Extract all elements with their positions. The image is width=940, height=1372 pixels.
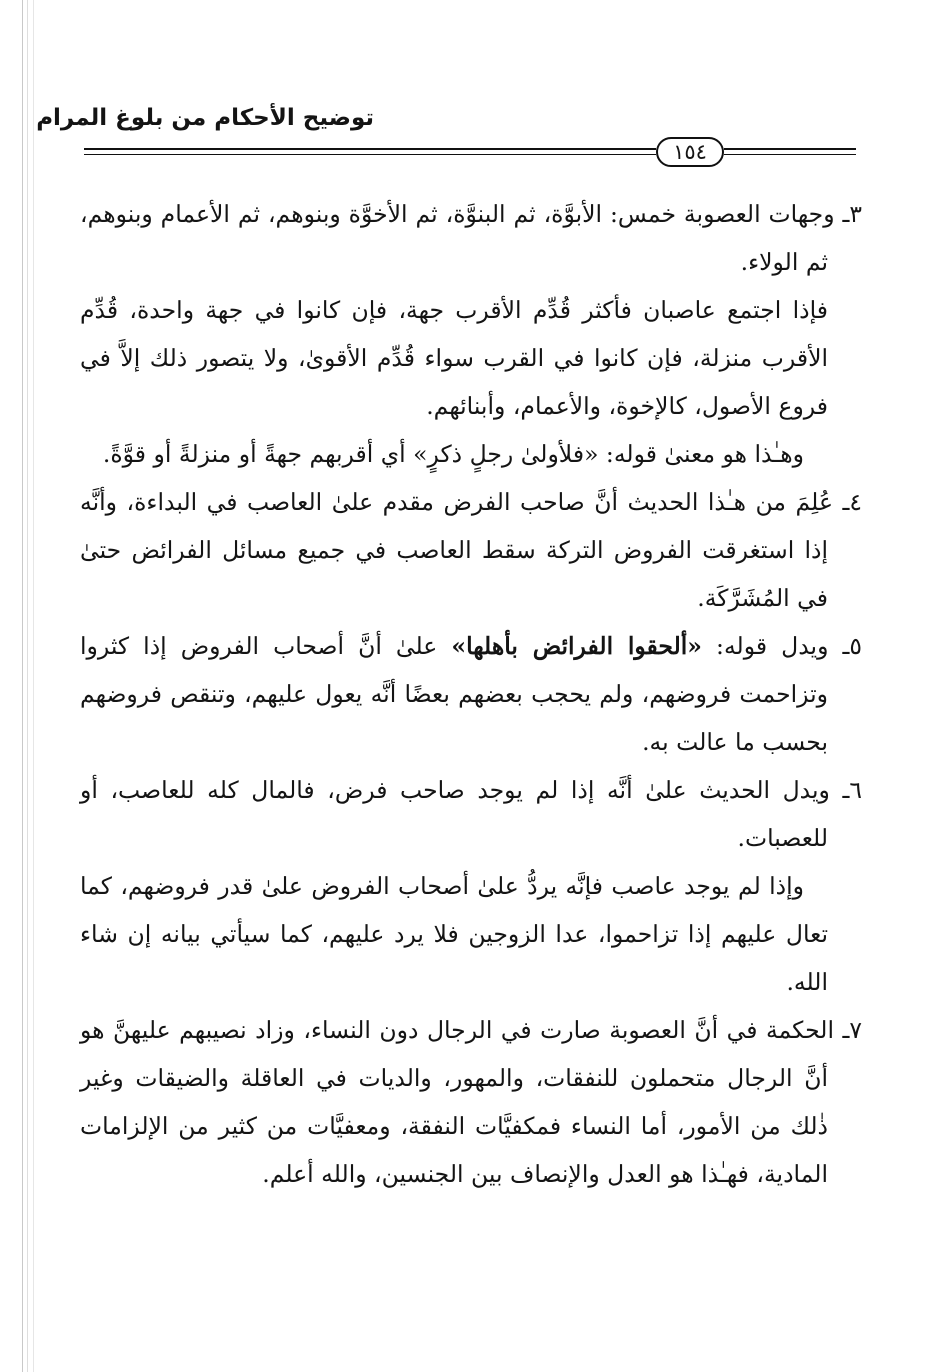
page-number: ١٥٤: [656, 137, 724, 167]
item-5-suffix: علىٰ أنَّ أصحاب الفروض إذا كثروا وتزاحمت فروضهم، ولم يحجب بعضهم بعضًا أنَّه يعول عليهم، وتنقص فروضهم بحسب ما عالت به.: [80, 632, 828, 756]
paragraph-item-3: ٣ـ وجهات العصوبة خمس: الأبوَّة، ثم البنوَّة، ثم الأخوَّة وبنوهم، ثم الأعمام وبنوهم، ثم الولاء.: [80, 200, 862, 276]
header-rule: [84, 154, 656, 155]
scan-edge-line: [33, 0, 34, 1372]
scan-edge-line: [22, 0, 23, 1372]
paragraph-6-continuation: وإذا لم يوجد عاصب فإنَّه يردُّ علىٰ أصحاب الفروض علىٰ قدر فروضهم، كما تعال عليهم إذا تزاحموا، عدا الزوجين فلا يرد عليهم، كما سيأتي بيانه إن شاء الله.: [80, 872, 828, 996]
item-5-prefix: ٥ـ ويدل قوله:: [701, 632, 862, 660]
paragraph-item-6: ٦ـ ويدل الحديث علىٰ أنَّه إذا لم يوجد صاحب فرض، فالمال كله للعاصب، أو للعصبات.: [80, 776, 862, 852]
scan-edge-line: [27, 0, 28, 1372]
paragraph-3-continuation: فإذا اجتمع عاصبان فأكثر قُدِّم الأقرب جهة، فإن كانوا في جهة واحدة، قُدِّم الأقرب منزلة، فإن كانوا في القرب سواء قُدِّم الأقوىٰ، ولا يتصور ذلك إلاَّ في فروع الأصول، كالإخوة، والأعمام، وأبنائهم.: [80, 296, 828, 420]
paragraph-item-5: [80, 622, 862, 766]
hadith-quote: «ألحقوا الفرائض بأهلها»: [451, 632, 702, 660]
paragraph-3-meaning: وهـٰذا هو معنىٰ قوله: «فلأولىٰ رجلٍ ذكرٍ» أي أقربهم جهةً أو منزلةً أو قوَّةً.: [102, 440, 804, 468]
paragraph-item-7: ٧ـ الحكمة في أنَّ العصوبة صارت في الرجال دون النساء، وزاد نصيبهم عليهنَّ هو أنَّ الرجال متحملون للنفقات، والمهور، والديات في العاقلة والضيقات وغير ذٰلك من الأمور، أما النساء فمكفيَّات النفقة، ومعفيَّات من كثير من الإلزامات المادية، فهـٰذا هو العدل والإنصاف بين الجنسين، والله أعلم.: [80, 1016, 862, 1188]
page-body: [80, 190, 862, 1198]
header-rule: [724, 154, 856, 155]
running-header-title: توضيح الأحكام من بلوغ المرام: [36, 105, 374, 131]
header-rule: [724, 148, 856, 150]
paragraph-item-4: ٤ـ عُلِمَ من هـٰذا الحديث أنَّ صاحب الفرض مقدم علىٰ العاصب في البداءة، وأنَّه إذا استغرقت الفروض التركة سقط العاصب في جميع مسائل الفرائض حتىٰ في المُشَرَّكَة.: [80, 488, 862, 612]
header-rule: [84, 148, 656, 150]
